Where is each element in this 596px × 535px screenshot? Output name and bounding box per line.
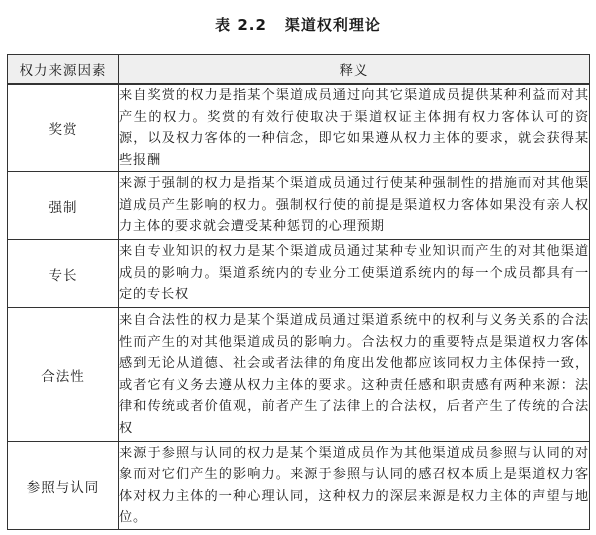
table-number: 表 2.2	[215, 16, 267, 34]
table-row	[8, 84, 590, 172]
row-term: 合法性	[8, 308, 119, 442]
row-term: 参照与认同	[8, 442, 119, 530]
row-definition: 来源于参照与认同的权力是某个渠道成员作为其他渠道成员参照与认同的对象而对它们产生的影响力。来源于参照与认同的感召权本质上是渠道权力客体对权力主体的一种心理认同，这种权力的深层来源是权力主体的声望与地位。	[119, 442, 590, 530]
table-row	[8, 172, 590, 240]
row-definition: 来源于强制的权力是指某个渠道成员通过行使某种强制性的措施而对其他渠道成员产生影响的权力。强制权行使的前提是渠道权力客体如果没有亲人权力主体的要求就会遭受某种惩罚的心理预期	[119, 172, 590, 240]
row-term: 专长	[8, 240, 119, 308]
table-row	[8, 442, 590, 530]
row-term: 奖赏	[8, 84, 119, 172]
table-caption	[0, 14, 596, 35]
header-power-source: 权力来源因素	[8, 55, 119, 85]
table-header-row	[8, 55, 590, 85]
power-source-table	[7, 54, 590, 530]
row-term: 强制	[8, 172, 119, 240]
table-row	[8, 240, 590, 308]
row-definition: 来自奖赏的权力是指某个渠道成员通过向其它渠道成员提供某种利益而对其产生的权力。奖赏的有效行使取决于渠道权证主体拥有权力客体认可的资源，以及权力客体的一种信念，即它如果遵从权力主体的要求，就会获得某些报酬	[119, 84, 590, 172]
row-definition: 来自专业知识的权力是某个渠道成员通过某种专业知识而产生的对其他渠道成员的影响力。渠道系统内的专业分工使渠道系统内的每一个成员都具有一定的专长权	[119, 240, 590, 308]
header-definition: 释义	[119, 55, 590, 85]
table-row	[8, 308, 590, 442]
row-definition: 来自合法性的权力是某个渠道成员通过渠道系统中的权利与义务关系的合法性而产生的对其他渠道成员的影响力。合法权力的重要特点是渠道权力客体感到无论从道德、社会或者法律的角度出发他都应该同权力主体保持一致，或者它有义务去遵从权力主体的要求。这种责任感和职责感有两种来源：法律和传统或者价值观，前者产生了法律上的合法权，后者产生了传统的合法权	[119, 308, 590, 442]
table-title: 渠道权利理论	[284, 16, 381, 34]
